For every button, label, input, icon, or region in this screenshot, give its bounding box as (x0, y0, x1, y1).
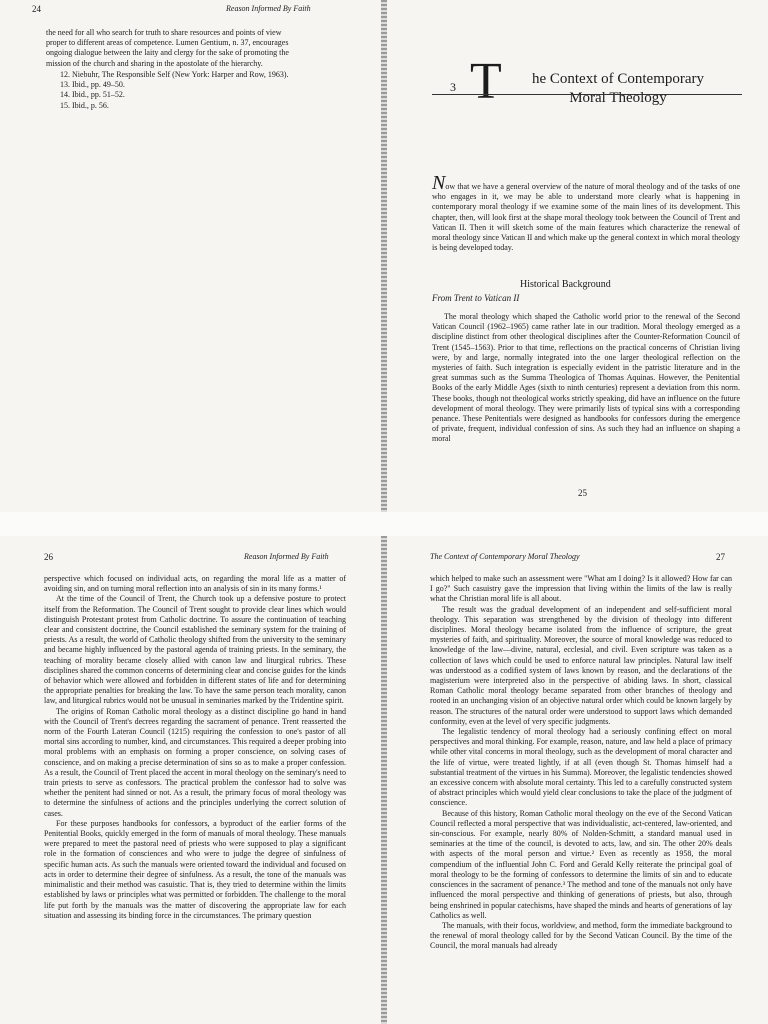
endnote: 13. Ibid., pp. 49–50. (60, 80, 125, 90)
running-head: Reason Informed By Faith (244, 552, 329, 561)
page-number: 26 (44, 552, 53, 562)
intro-paragraph (432, 172, 740, 253)
intro-dropcap: N (432, 172, 446, 194)
chapter-title (500, 70, 736, 108)
page25-body (432, 312, 740, 445)
chapter-title-dropcap: T (470, 53, 502, 110)
paragraph: The legalistic tendency of moral theology had a seriously confining effect on moral perspectives and moral thinking. For example, reason, nature, and law held a place of primacy while other vital concerns in moral theology, such as the development of moral character and the life of virtue, were treated lightly, if at all (even though St. Thomas himself had a substantial treatment of the virtues in his Summa). Moreover, the legalistic tendencies showed an excessive concern with absolute moral certainty. This led to a carefully constructed system of abstract principles which would yield clear conclusions to take the place of the judgment of conscience. (430, 727, 732, 808)
intro-text: ow that we have a general overview of the nature of moral theology and of the tasks of one who engages in it, we may be able to understand more clearly what is happening in contemporary moral theology if we examine some of the main lines of its development. This chapter, then, will look first at the shape moral theology took between the Council of Trent and Vatican II. Then it will sketch some of the main features which characterize the renewal of moral theology since Vatican II and which make up the general context in which moral theology is being developed today. (432, 182, 740, 253)
text-line: proper to different areas of competence. Lumen Gentium, n. 37, encourages (46, 38, 289, 48)
text-line: mission of the church and sharing in the apostolate of the hierarchy. (46, 58, 263, 68)
page-24 (0, 0, 384, 512)
chapter-number: 3 (450, 80, 456, 94)
page-spread-divider (0, 512, 768, 536)
subsection-heading: From Trent to Vatican II (432, 293, 520, 303)
paragraph: For these purposes handbooks for confessors, a byproduct of the earlier forms of the Penitential Books, quickly emerged in the form of manuals of moral theology. These manuals were prepared to meet the pastoral need of priests who were supposed to play a significant role in the formation of consciences and who were to judge the degree of sinfulness of specific human acts. As such the manuals were oriented toward the individual and focused on acts in order to determine their degree of sinfulness. As a result, the tone of the manuals was minimalistic and their method was casuistic. That is, they tried to determine within the limits established by laws or principles what was permitted or forbidden. The challenge to the moral life put forth by the manuals was the matter of discovering the appropriate law for each situation and assessing its binding force in the circumstances. The primary question (44, 818, 346, 920)
paragraph: At the time of the Council of Trent, the Church took up a defensive posture to protect itself from the Reformation. The Council of Trent sought to provide clear lines which would distinguish Protestant protest from Catholic doctrine. To assure the continuation of teaching clear and consistent doctrine, the Council established the seminary system for the training of priests. As a result, the world of Catholic theology shifted from the university to the seminary and became highly influenced by the pastoral agenda of training priests. In the seminary, the teaching of morality became closely allied with canon law and liturgical rubrics. These disciplines shared the common concerns of determining clear and concise guides for the kinds of behavior which were allowed and forbidden in different states of life and for determining the appropriate penalties for breaking the law. To have the same person teach morality, canon law, and liturgical rubrics would not be unusual in seminaries marked by the Tridentine spirit. (44, 594, 346, 706)
paragraph: The result was the gradual development of an independent and self-sufficient moral theology. This separation was strengthened by the division of theology into different disciplines. Moral theology became isolated from the influence of scripture, the great mysteries of faith, and spirituality. Moreover, the source of moral knowledge was reduced to knowledge of the law—divine, natural, ecclesial, and civil. Even scripture was taken as a collection of laws which could be used to enforce natural law principles. Natural law itself was understood as a codified system of laws known by reason, and the declarations of the magisterium were interpreted also in the perspective of abiding laws. In short, classical Roman Catholic moral theology became separated from other branches of theology and rooted in an unchanging vision of an objective natural order which could be known largely by reason. The structures of the natural order were understood to support laws which demanded conformity, even at the level of very specific judgments. (430, 604, 732, 726)
page-number: 24 (32, 4, 41, 14)
endnotes (60, 70, 289, 111)
chapter-rule (432, 94, 742, 95)
chapter-title-line1: he Context of Contemporary (531, 71, 705, 87)
paragraph: which helped to make such an assessment were "What am I doing? Is it allowed? How far can I go?" Such casuistry gave the impression that living within the limits of the law is really what the Christian moral life is all about. (430, 574, 732, 604)
endnote: 14. Ibid., pp. 51–52. (60, 90, 125, 100)
page26-body (44, 574, 346, 921)
paragraph: The moral theology which shaped the Catholic world prior to the renewal of the Second Vatican Council (1962–1965) came rather late in our tradition. Moral theology emerged as a discipline distinct from other theological disciplines after the Counter-Reformation Council of Trent (1545–1563). Prior to that time, reflections on the practical concerns of Christian living were, by and large, normally integrated into the one larger theological reflection on the mysteries of faith. Such integration is especially evident in the patristic literature and in the great summas such as the Summa Theologica of Thomas Aquinas. However, the Penitential Books of the early Middle Ages (sixth to ninth centuries) represent a deviation from this norm. These books, though not theological works strictly speaking, did have an influence on the future development of moral theology. They were primarily lists of typical sins with a corresponding penance. These Penitentials were designed as handbooks for confessors during the emergence of private, frequent, individual confession of sins. As such they had an influence on shaping a moral (432, 312, 740, 444)
paragraph: Because of this history, Roman Catholic moral theology on the eve of the Second Vatican Council reflected a moral perspective that was individualistic, act-centered, law-oriented, and sin-conscious. For example, nearly 80% of Nolden-Schmitt, a standard manual used in seminaries at the time of the council, is devoted to acts, law, and sin. The other 20% deals with aspects of the moral person and virtue.² Even as recently as 1958, the moral compendium of the influential John C. Ford and Gerald Kelly reiterate the principal goal of moral theology to be the forming of confessors to determine the limits of sin and to educate consciences in the sacrament of penance.³ The method and tone of the manuals not only have influenced the moral perspective and thinking of generations of priests, but also, through being enshrined in popular catechisms, have shaped the minds and hearts of generations of lay Catholics as well. (430, 808, 732, 920)
carryover-text (46, 28, 289, 69)
section-heading: Historical Background (520, 279, 611, 290)
page-26 (0, 536, 384, 1024)
paragraph: The origins of Roman Catholic moral theology as a distinct discipline go hand in hand with the Council of Trent's decrees regarding the sacrament of penance. Trent reasserted the norm of the Fourth Lateran Council (1215) requiring the confession to one's pastor of all mortal sins according to number, kind, and circumstances. This required a deeper probing into moral problems with an emphasis on forming a proper conscience, on solving cases of conscience, and on making a precise determination of sins so as to make a proper confession. As a result, the Council of Trent placed the accent in moral theology on the seminary's need to train priests to serve as confessors. The practical problem the confessor had to solve was whether the penitent had sinned or not. As a result, the primary focus of moral theology was to determine the sinfulness of actions and the principles underlying the correct solution of cases. (44, 706, 346, 818)
chapter-intro (432, 172, 740, 253)
book-gutter-bottom (381, 536, 387, 1024)
page-number: 27 (716, 552, 725, 562)
running-head: The Context of Contemporary Moral Theology (430, 552, 580, 561)
text-line: the need for all who search for truth to share resources and points of view (46, 28, 282, 37)
paragraph: perspective which focused on individual acts, on regarding the moral life as a matter of avoiding sin, and on turning moral reflection into an analysis of sin in its many forms.¹ (44, 574, 346, 594)
page27-body (430, 574, 732, 952)
chapter-title-line2: Moral Theology (569, 90, 667, 106)
endnote: 15. Ibid., p. 56. (60, 100, 109, 110)
page-27 (384, 536, 768, 1024)
page-number: 25 (578, 488, 587, 498)
endnote: 12. Niebuhr, The Responsible Self (New York: Harper and Row, 1963). (60, 70, 289, 79)
text-line: ongoing dialogue between the laity and clergy for the sake of promoting the (46, 48, 289, 58)
book-gutter-top (381, 0, 387, 512)
running-head: Reason Informed By Faith (226, 4, 311, 13)
paragraph: The manuals, with their focus, worldview, and method, form the immediate background to the renewal of moral theology called for by the Second Vatican Council. By the time of the Council, the moral manuals had already (430, 920, 732, 951)
